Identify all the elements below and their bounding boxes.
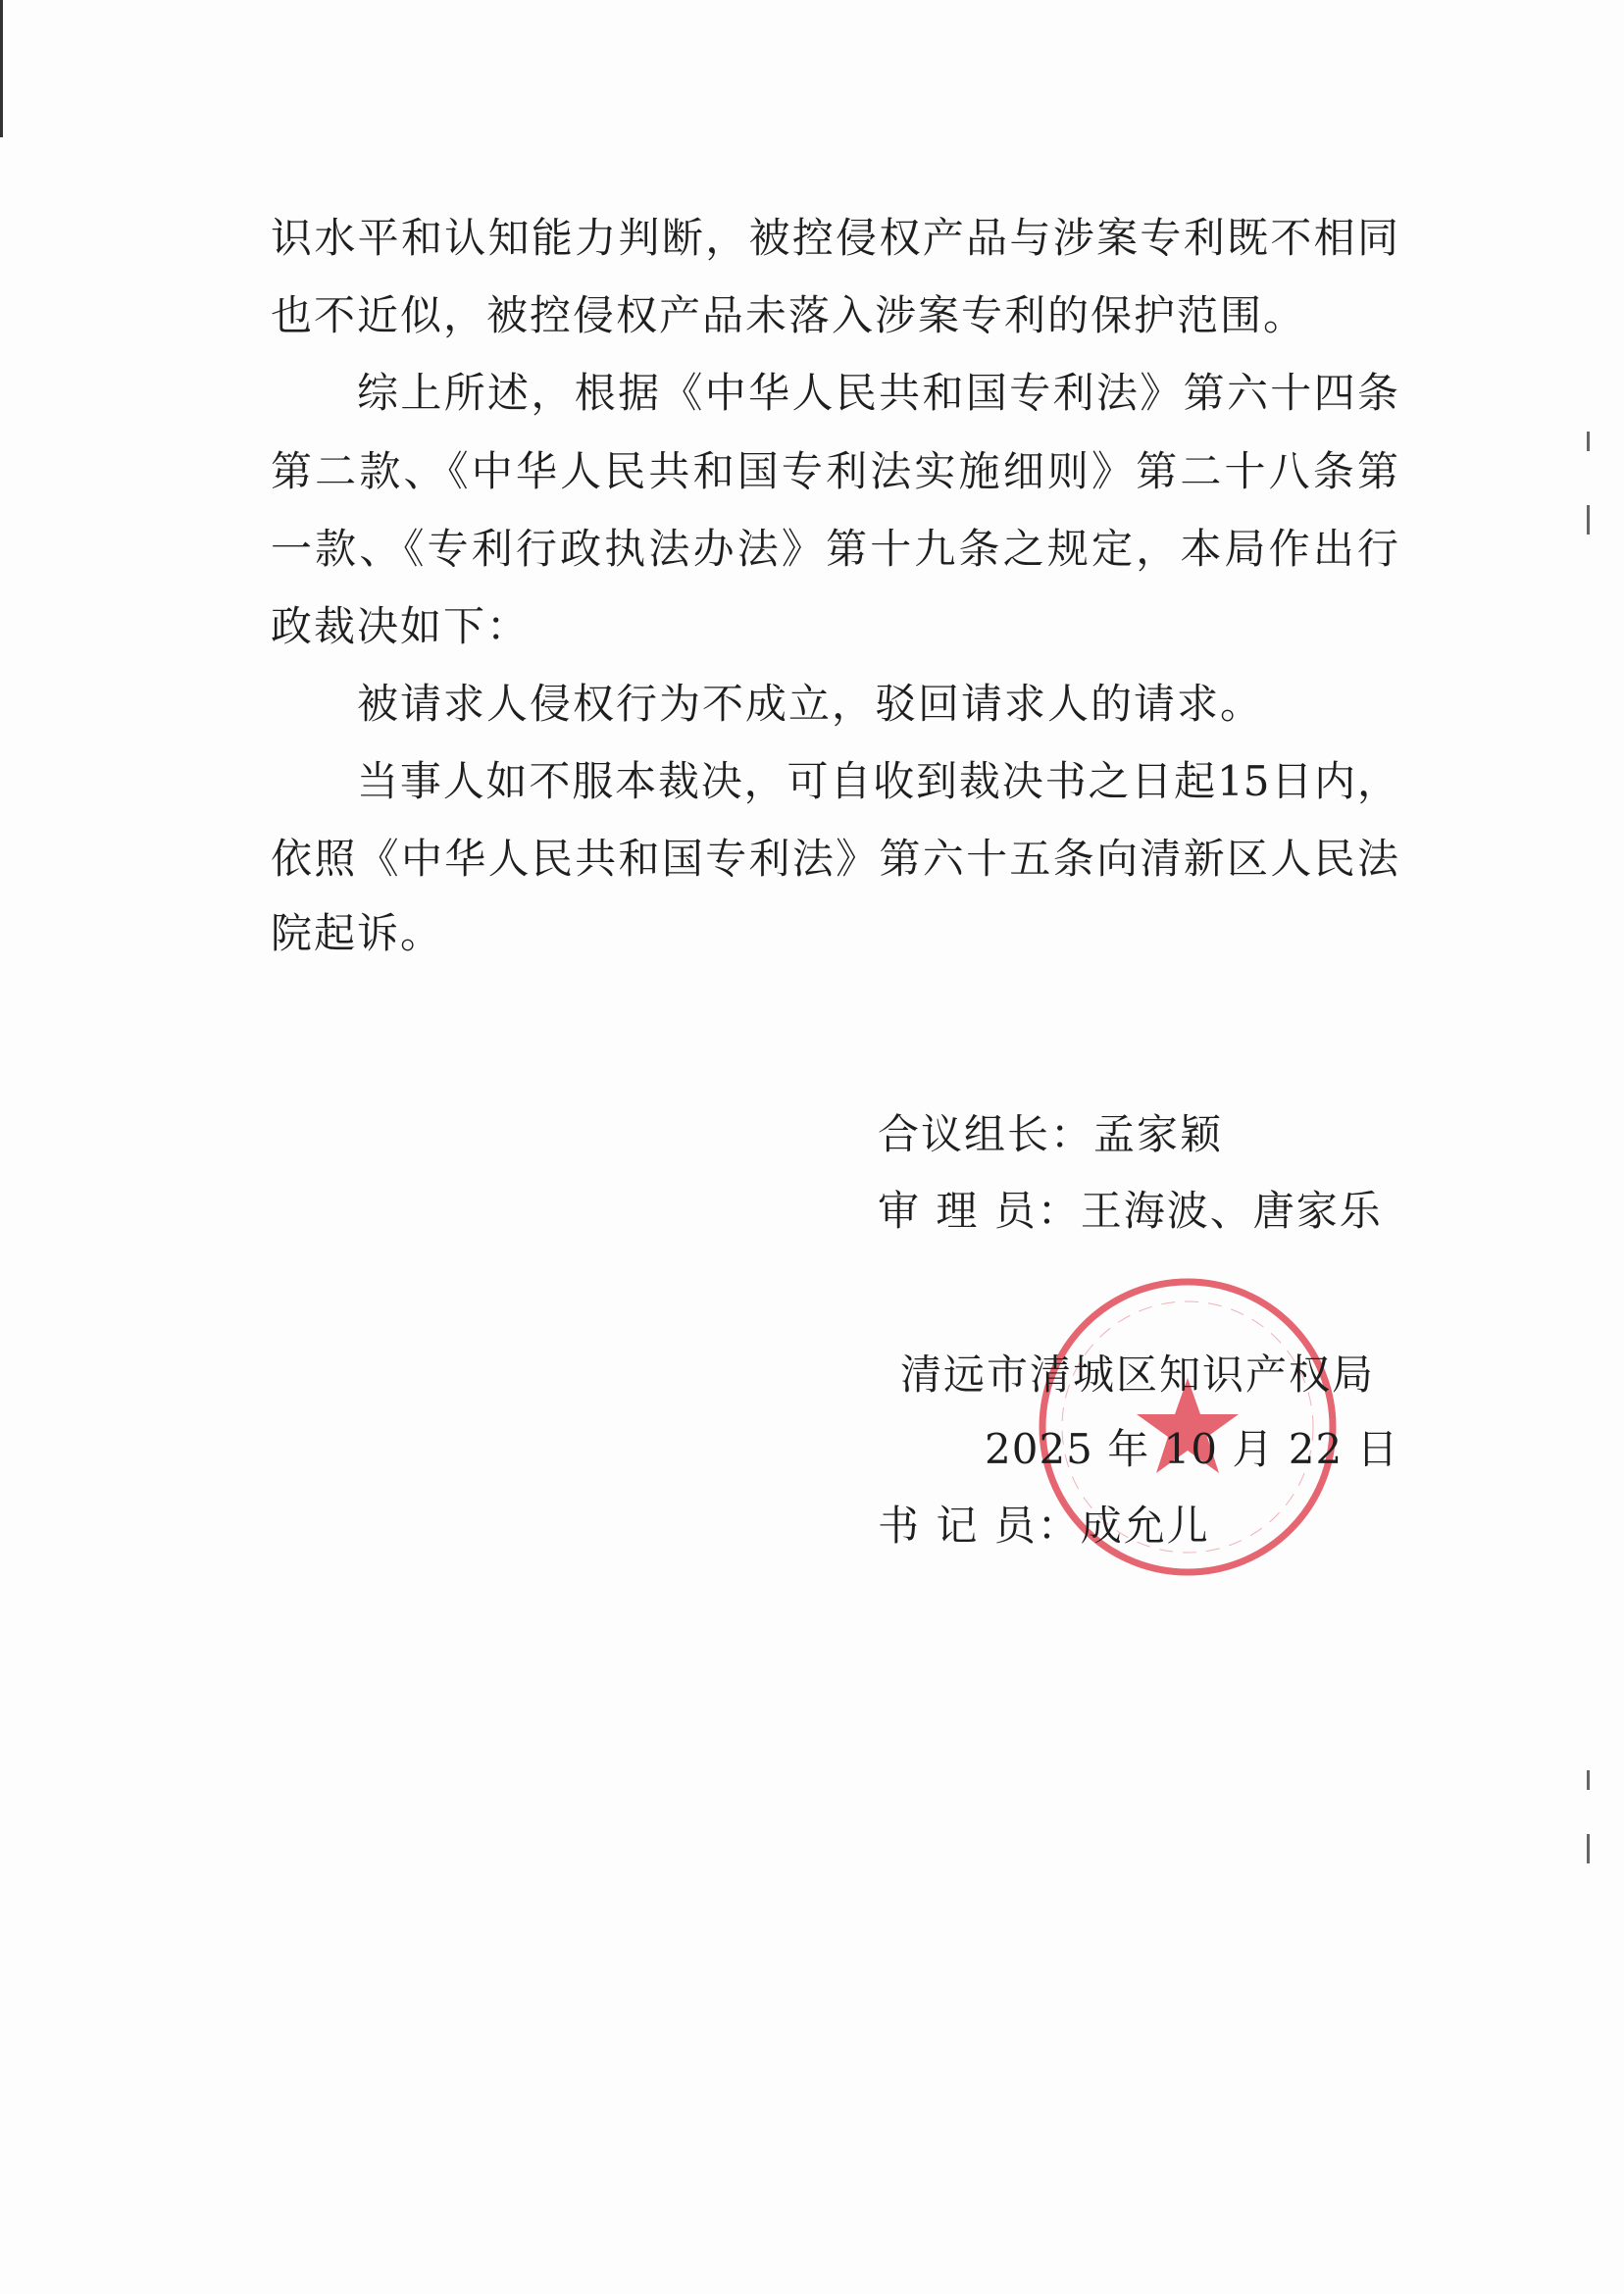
body-line: 依照《中华人民共和国专利法》第六十五条向清新区人民法: [271, 835, 1398, 883]
decision-date: 2025 年 10 月 22 日: [985, 1425, 1399, 1473]
body-line: 识水平和认知能力判断，被控侵权产品与涉案专利既不相同: [271, 214, 1398, 262]
body-line: 综上所述，根据《中华人民共和国专利法》第六十四条: [357, 369, 1398, 417]
body-line: 也不近似，被控侵权产品未落入涉案专利的保护范围。: [271, 291, 1307, 339]
clerk-signature: [878, 1497, 1210, 1555]
body-line: 一款、《专利行政执法办法》第十九条之规定，本局作出行: [271, 525, 1398, 573]
body-line: 当事人如不服本裁决，可自收到裁决书之日起15日内，: [357, 757, 1398, 805]
body-line: 第二款、《中华人民共和国专利法实施细则》第二十八条第: [271, 447, 1398, 495]
chief-label: 合议组长：: [878, 1110, 1094, 1158]
binding-mark: [1587, 432, 1590, 451]
body-line: 院起诉。: [271, 909, 444, 957]
clerk-name: 成允儿: [1080, 1502, 1210, 1550]
scan-edge: [0, 0, 3, 137]
examiner-label: 审 理 员：: [878, 1187, 1081, 1235]
binding-mark: [1587, 505, 1590, 535]
binding-mark: [1587, 1770, 1590, 1790]
agency-name: 清远市清城区知识产权局: [900, 1351, 1376, 1399]
binding-mark: [1587, 1834, 1590, 1863]
examiner-names: 王海波、唐家乐: [1080, 1187, 1383, 1235]
chief-signature: [878, 1105, 1223, 1164]
examiner-signature: [878, 1182, 1383, 1241]
body-line: 被请求人侵权行为不成立，驳回请求人的请求。: [357, 680, 1264, 728]
body-line: 政裁决如下：: [271, 602, 531, 650]
clerk-label: 书 记 员：: [878, 1502, 1081, 1550]
chief-name: 孟家颖: [1093, 1110, 1224, 1158]
